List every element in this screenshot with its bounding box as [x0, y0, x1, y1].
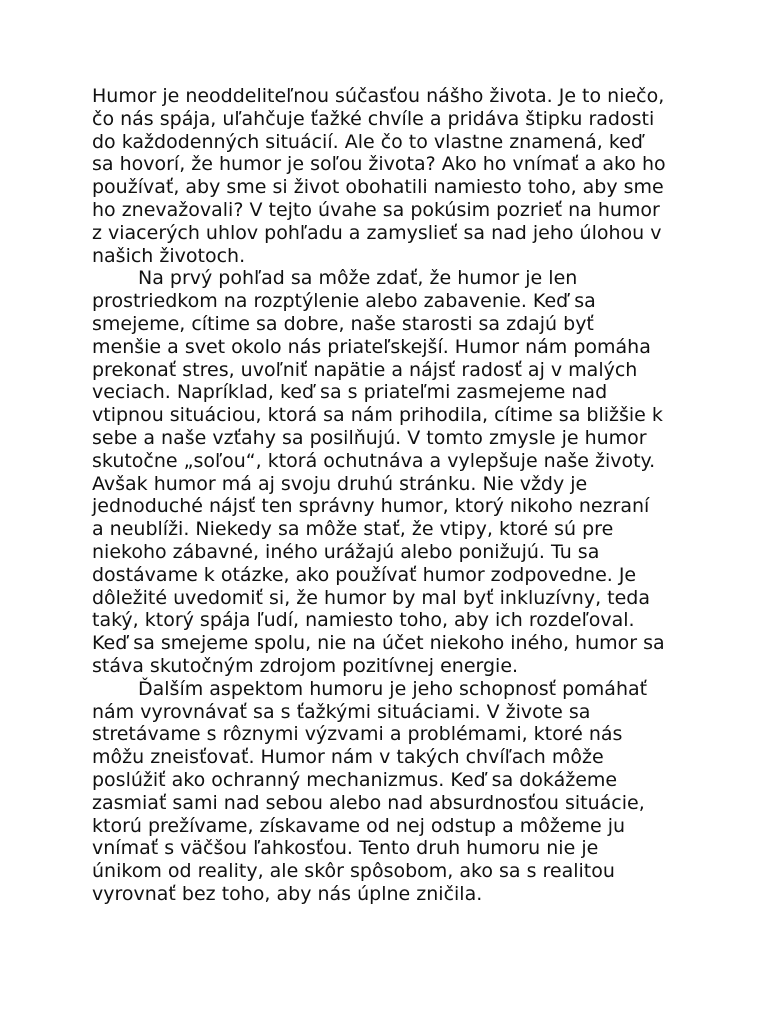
- text-line: sa hovorí, že humor je soľou života? Ako ho vnímať a ako ho: [92, 153, 666, 176]
- text-line: vyrovnať bez toho, aby nás úplne zničila.: [92, 882, 483, 905]
- text-line: zasmiať sami nad sebou alebo nad absurdnosťou situácie,: [92, 791, 645, 814]
- text-line: stáva skutočným zdrojom pozitívnej energie.: [92, 654, 519, 677]
- text-line: vnímať s väčšou ľahkosťou. Tento druh humoru nie je: [92, 837, 599, 860]
- text-line: z viacerých uhlov pohľadu a zamyslieť sa nad jeho úlohou v: [92, 221, 662, 244]
- paragraph-2: [92, 267, 692, 677]
- text-line: používať, aby sme si život obohatili namiesto toho, aby sme: [92, 176, 664, 199]
- text-line: únikom od reality, ale skôr spôsobom, ako sa s realitou: [92, 860, 615, 883]
- text-line: dôležité uvedomiť si, že humor by mal byť inkluzívny, teda: [92, 586, 651, 609]
- text-line: niekoho zábavné, iného urážajú alebo ponižujú. Tu sa: [92, 540, 600, 563]
- text-line: menšie a svet okolo nás priateľskejší. Humor nám pomáha: [92, 335, 651, 358]
- text-line: skutočne „soľou“, ktorá ochutnáva a vylepšuje naše životy.: [92, 449, 656, 472]
- text-line: môžu zneisťovať. Humor nám v takých chvíľach môže: [92, 746, 604, 769]
- text-line: a neublíži. Niekedy sa môže stať, že vtipy, ktoré sú pre: [92, 518, 614, 541]
- text-line-indented: Ďalším aspektom humoru je jeho schopnosť pomáhať: [138, 677, 648, 700]
- text-line: nám vyrovnávať sa s ťažkými situáciami. V živote sa: [92, 700, 591, 723]
- text-line: stretávame s rôznymi výzvami a problémami, ktoré nás: [92, 723, 623, 746]
- paragraph-3: [92, 678, 692, 906]
- text-line: čo nás spája, uľahčuje ťažké chvíle a pridáva štipku radosti: [92, 107, 655, 130]
- text-line: ho znevažovali? V tejto úvahe sa pokúsim pozrieť na humor: [92, 198, 660, 221]
- text-line: ktorú prežívame, získavame od nej odstup a môžeme ju: [92, 814, 626, 837]
- text-line: poslúžiť ako ochranný mechanizmus. Keď sa dokážeme: [92, 768, 618, 791]
- text-line: jednoduché nájsť ten správny humor, ktorý nikoho nezraní: [92, 495, 650, 518]
- essay-body: [92, 85, 692, 906]
- text-line: prostriedkom na rozptýlenie alebo zabavenie. Keď sa: [92, 290, 596, 313]
- text-line-indented: Na prvý pohľad sa môže zdať, že humor je len: [138, 267, 578, 290]
- text-line: Humor je neoddeliteľnou súčasťou nášho života. Je to niečo,: [92, 85, 665, 107]
- text-line: Keď sa smejeme spolu, nie na účet niekoho iného, humor sa: [92, 632, 665, 655]
- text-line: veciach. Napríklad, keď sa s priateľmi zasmejeme nad: [92, 381, 608, 404]
- text-line: našich životoch.: [92, 244, 246, 267]
- text-line: taký, ktorý spája ľudí, namiesto toho, aby ich rozdeľoval.: [92, 609, 635, 632]
- text-line: vtipnou situáciou, ktorá sa nám prihodila, cítime sa bližšie k: [92, 404, 663, 427]
- text-line: prekonať stres, uvoľniť napätie a nájsť radosť aj v malých: [92, 358, 638, 381]
- text-line: smejeme, cítime sa dobre, naše starosti sa zdajú byť: [92, 312, 594, 335]
- text-line: Avšak humor má aj svoju druhú stránku. Nie vždy je: [92, 472, 588, 495]
- text-line: do každodenných situácií. Ale čo to vlastne znamená, keď: [92, 130, 643, 153]
- text-line: sebe a naše vzťahy sa posilňujú. V tomto zmysle je humor: [92, 426, 647, 449]
- text-line: dostávame k otázke, ako používať humor zodpovedne. Je: [92, 563, 637, 586]
- paragraph-1: [92, 85, 692, 267]
